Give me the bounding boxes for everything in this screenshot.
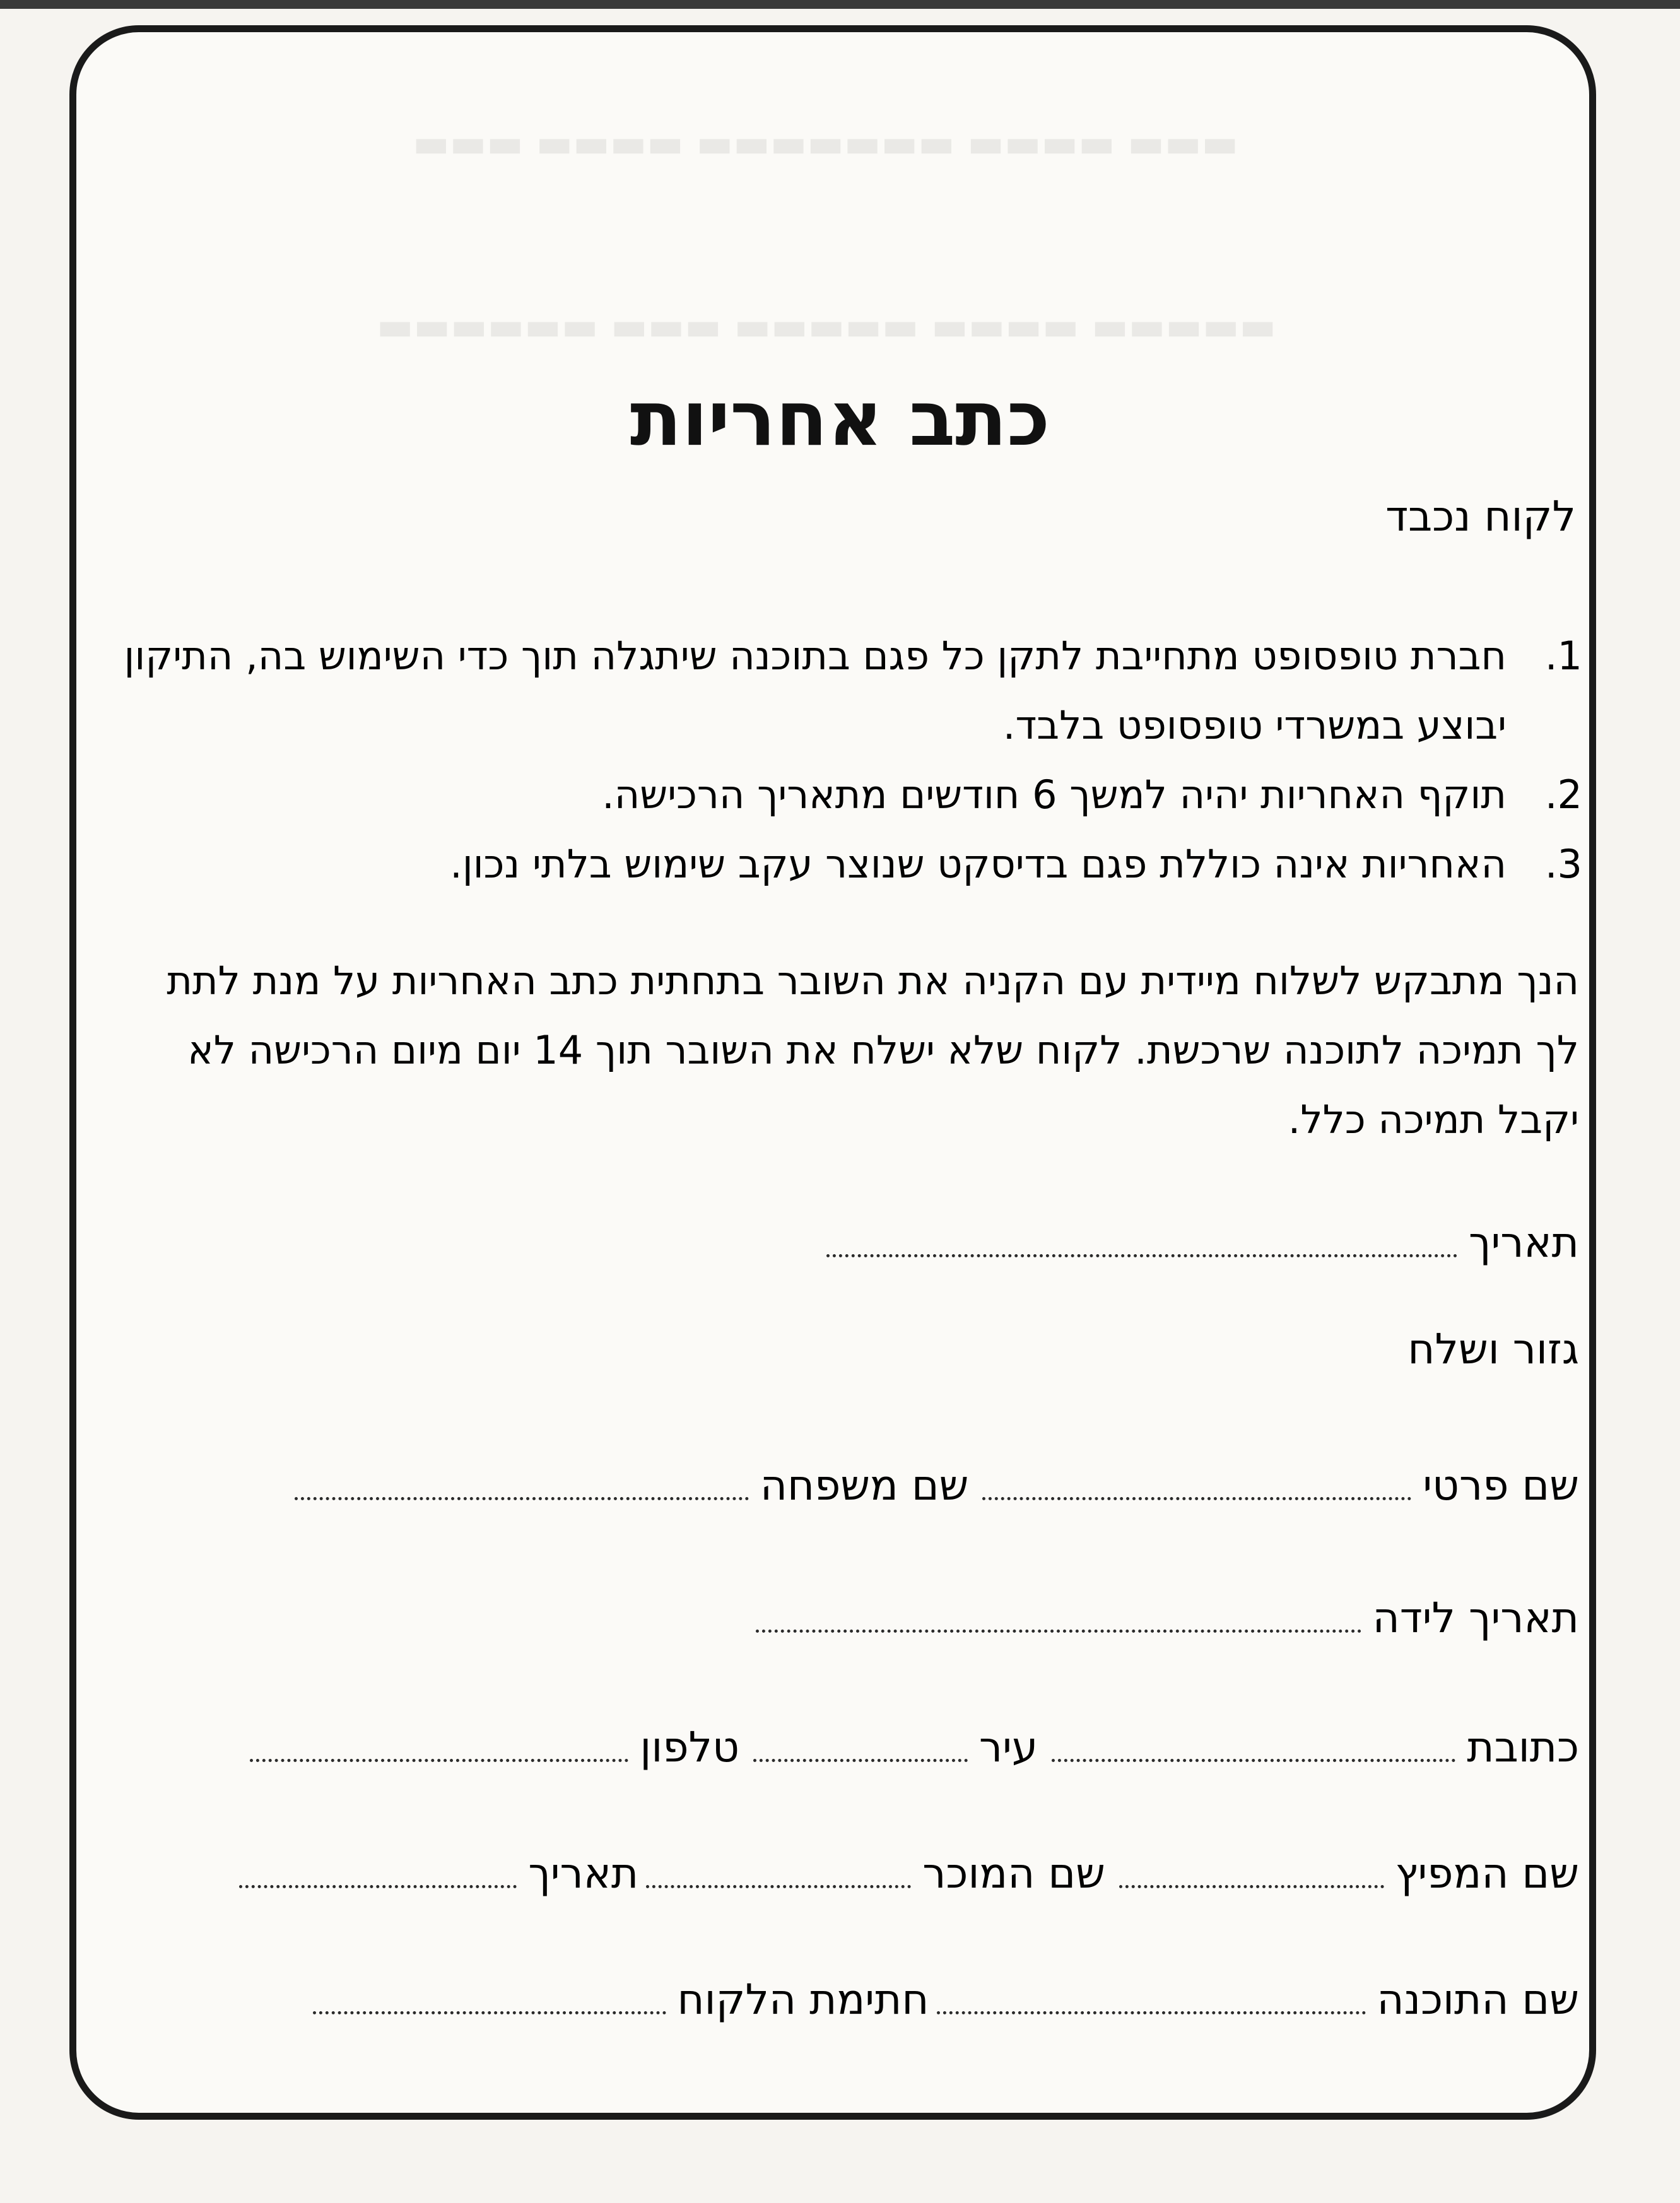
clause-text: תוקף האחריות יהיה למשך 6 חודשים מתאריך הרכישה. [602,772,1507,818]
city-line[interactable] [753,1759,968,1762]
birth-date-label: תאריך לידה [1372,1594,1579,1642]
signature-label: חתימת הלקוח [677,1975,929,2024]
phone-label: טלפון [640,1723,739,1771]
first-name-label: שם פרטי [1423,1461,1579,1510]
first-name-line[interactable] [982,1497,1411,1500]
address-field-row [128,1719,1579,1776]
last-name-label: שם משפחה [760,1461,969,1510]
show-through-text: ▬▬▬▬▬ ▬▬▬▬ ▬▬▬▬▬ ▬▬▬ ▬▬▬▬▬▬ [376,303,1276,349]
birth-date-line[interactable] [756,1630,1361,1633]
distributor-label: שם המפיץ [1395,1849,1579,1898]
date-line[interactable] [826,1254,1457,1257]
seller-line[interactable] [646,1885,911,1888]
birth-date-field-row [128,1590,1579,1647]
distributor-line[interactable] [1119,1885,1384,1888]
clause-number: 2. [1544,772,1582,818]
document-title: כתב אחריות [630,375,1050,463]
clause-item [87,621,1582,760]
software-field-row [128,1971,1579,2028]
distributor-field-row [128,1845,1579,1902]
address-label: כתובת [1467,1723,1579,1771]
clause-item [87,830,1582,899]
support-notice: הנך מתבקש לשלוח מיידית עם הקניה את השובר בתחתית כתב האחריות על מנת לתת לך תמיכה לתוכנה שרכשת. לקוח שלא ישלח את השובר תוך 14 יום מיום הרכישה לא יקבל תמיכה כלל. [167,958,1579,1143]
software-label: שם התוכנה [1377,1975,1579,2024]
clause-text: חברת טופסופט מתחייבת לתקן כל פגם בתוכנה שיתגלה תוך כדי השימוש בה, התיקון יבוצע במשרדי טופסופט בלבד. [124,633,1507,748]
scan-edge [0,0,1680,9]
coupon-date-label: תאריך [528,1849,639,1898]
clause-text: האחריות אינה כוללת פגם בדיסקט שנוצר עקב שימוש בלתי נכון. [450,841,1507,887]
phone-line[interactable] [250,1759,628,1762]
clause-number: 3. [1544,841,1582,887]
address-line[interactable] [1052,1759,1455,1762]
software-line[interactable] [937,2011,1366,2014]
date-field-row [128,1214,1579,1271]
name-field-row [128,1457,1579,1514]
date-label: תאריך [1469,1218,1579,1267]
city-label: עיר [978,1723,1038,1771]
last-name-line[interactable] [295,1497,749,1500]
coupon-date-line[interactable] [239,1885,517,1888]
warranty-clauses [87,621,1582,899]
show-through-text: ▬▬▬ ▬▬▬▬ ▬▬▬▬▬▬▬ ▬▬▬▬ ▬▬▬ [413,120,1238,166]
cut-and-send-label: גזור ושלח [1407,1325,1579,1373]
clause-number: 1. [1544,633,1582,679]
clause-item [87,760,1582,830]
seller-label: שם המוכר [922,1849,1105,1898]
greeting: לקוח נכבד [1385,492,1576,541]
signature-line[interactable] [313,2011,666,2014]
